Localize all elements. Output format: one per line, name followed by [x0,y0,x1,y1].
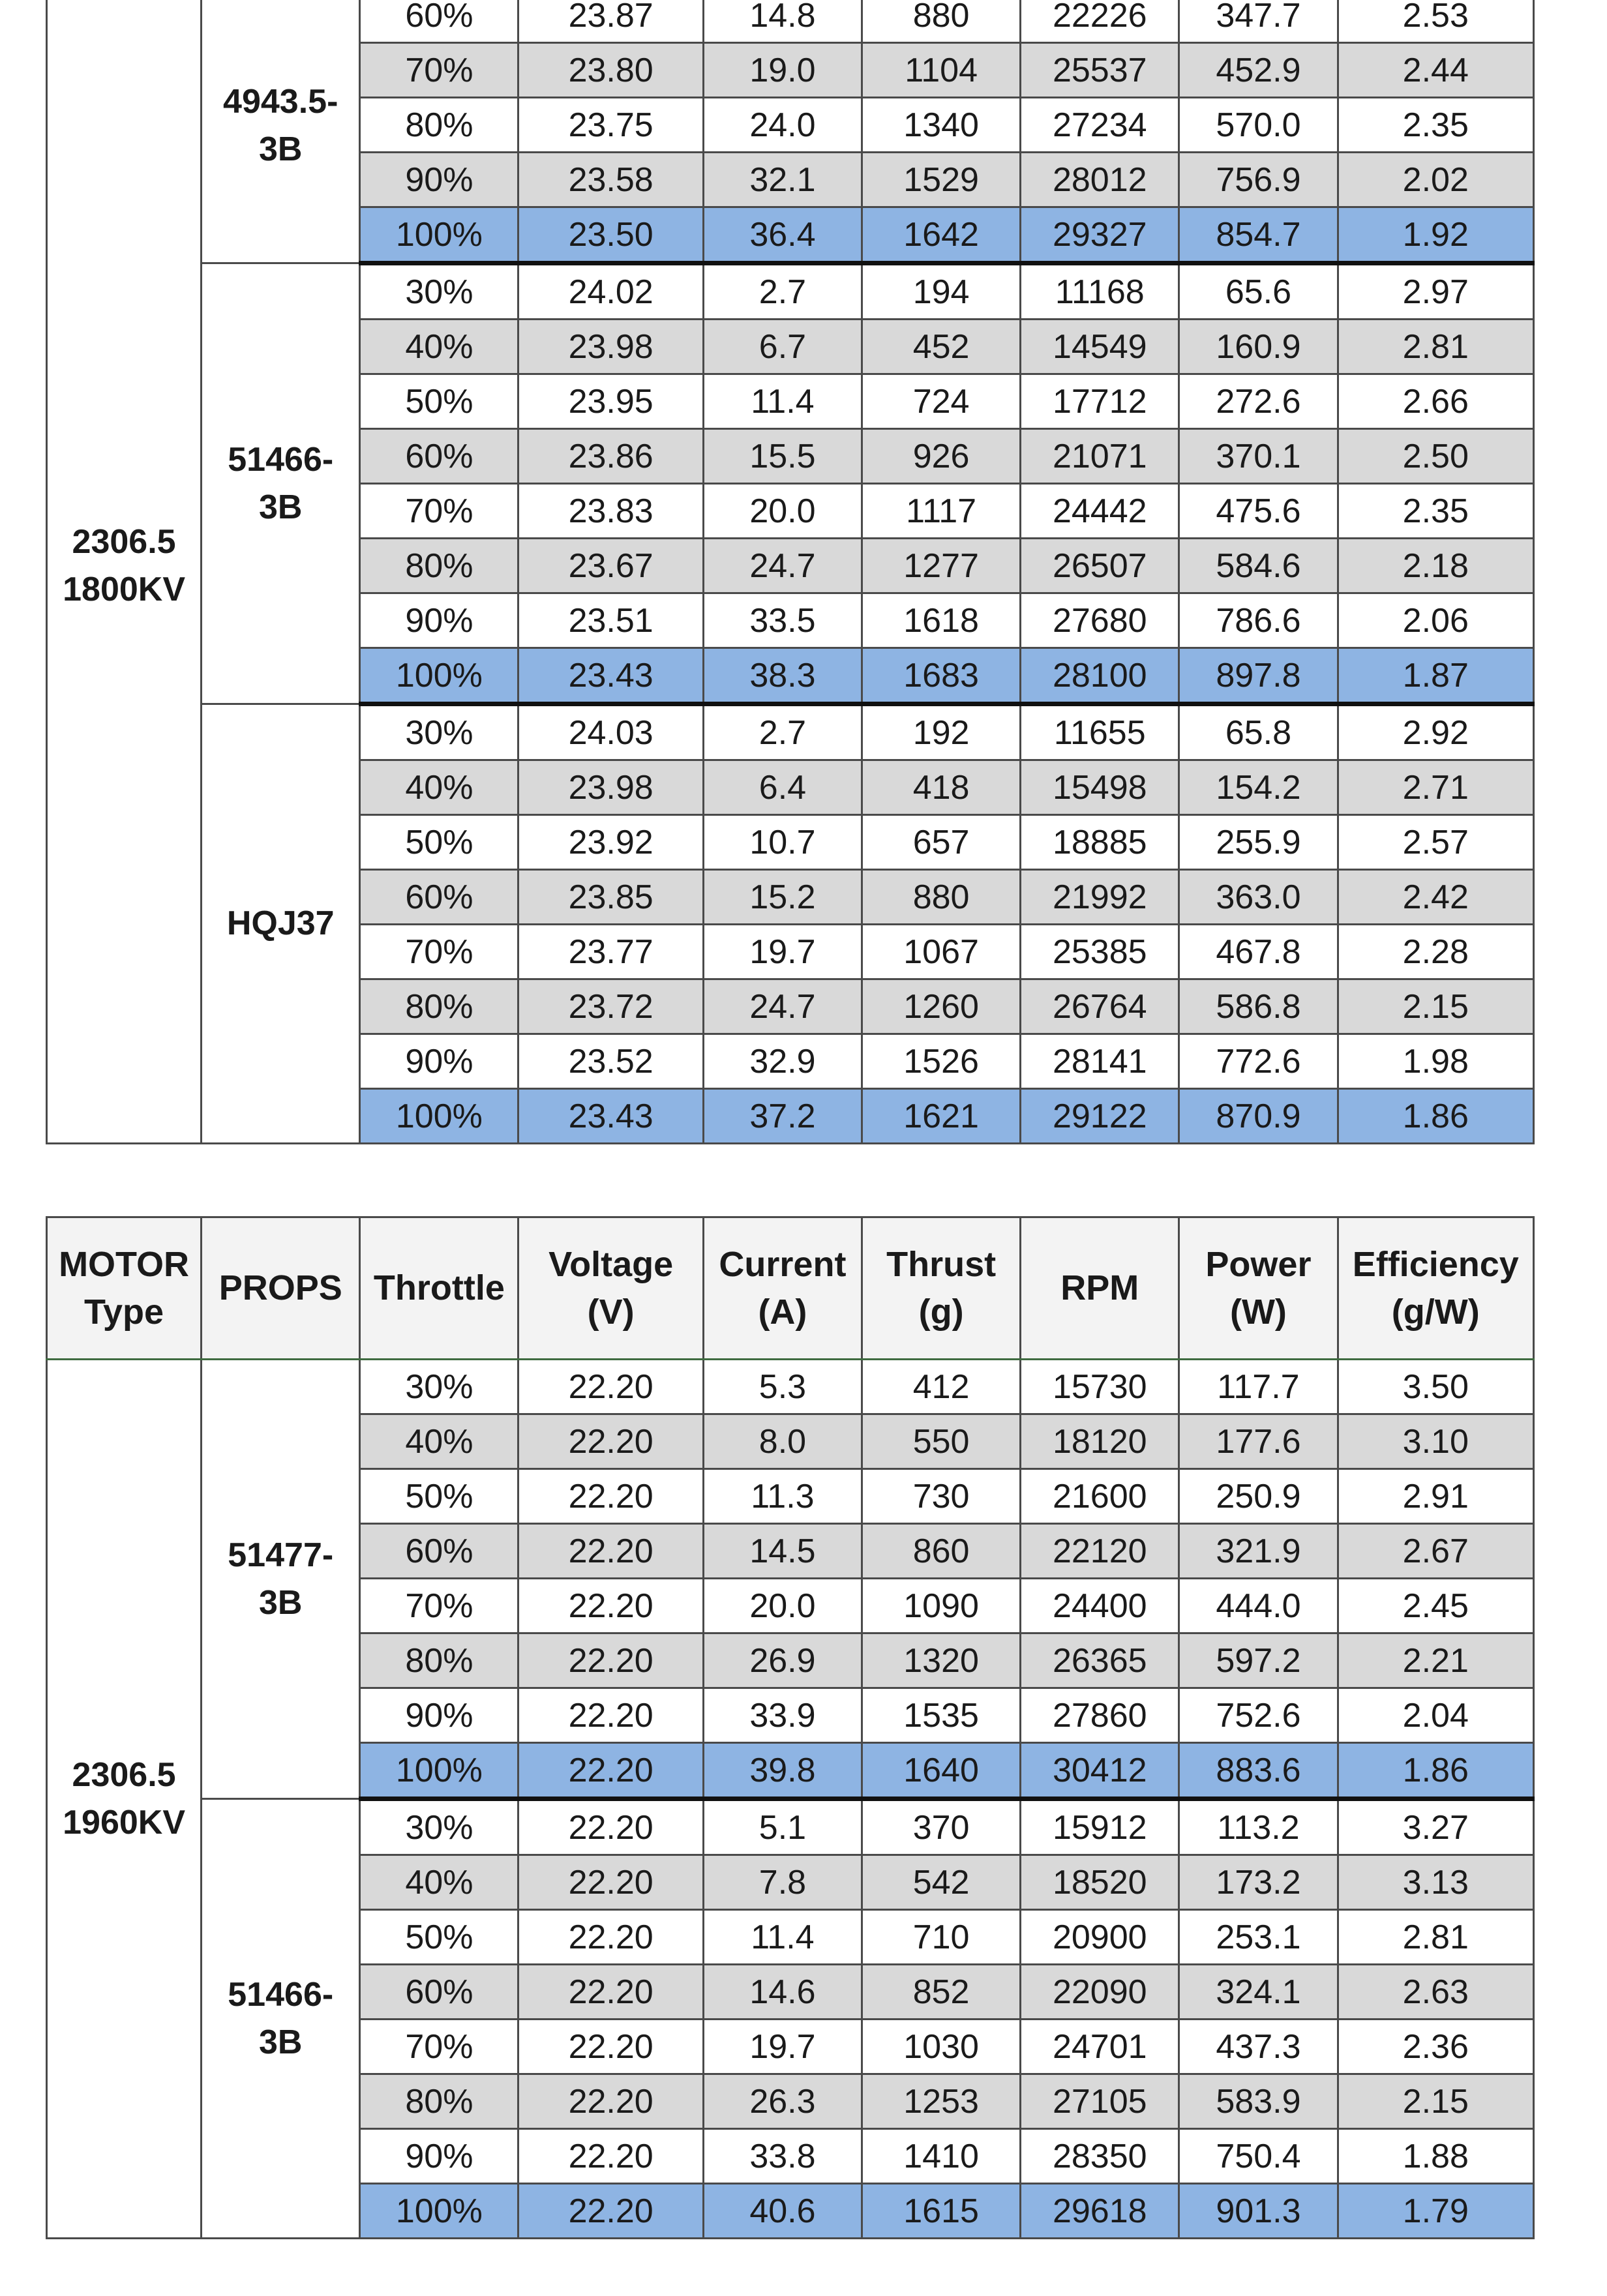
rpm-cell: 26507 [1021,539,1179,593]
power-cell: 756.9 [1179,153,1338,207]
efficiency-cell: 2.45 [1338,1579,1533,1633]
current-cell: 19.7 [703,925,862,979]
power-cell: 897.8 [1179,648,1338,704]
voltage-cell: 22.20 [518,1633,703,1688]
efficiency-cell: 2.42 [1338,870,1533,925]
thrust-cell: 1090 [862,1579,1021,1633]
power-cell: 570.0 [1179,98,1338,153]
throttle-cell: 80% [360,98,518,153]
throttle-cell: 70% [360,484,518,539]
rpm-cell: 27234 [1021,98,1179,153]
efficiency-cell: 2.81 [1338,1910,1533,1965]
current-cell: 10.7 [703,815,862,870]
current-cell: 32.9 [703,1034,862,1089]
thrust-cell: 1260 [862,979,1021,1034]
voltage-cell: 23.86 [518,429,703,484]
rpm-cell: 29327 [1021,207,1179,263]
power-cell: 437.3 [1179,2020,1338,2074]
voltage-cell: 23.75 [518,98,703,153]
current-cell: 40.6 [703,2184,862,2239]
rpm-cell: 26365 [1021,1633,1179,1688]
prop-cell: 51477- 3B [202,1360,360,1799]
header-motor-type: MOTOR Type [47,1217,202,1360]
rpm-cell: 17712 [1021,374,1179,429]
power-cell: 750.4 [1179,2129,1338,2184]
current-cell: 33.5 [703,593,862,648]
power-cell: 584.6 [1179,539,1338,593]
rpm-cell: 24442 [1021,484,1179,539]
throttle-cell: 80% [360,539,518,593]
thrust-cell: 1277 [862,539,1021,593]
voltage-cell: 23.98 [518,320,703,374]
efficiency-cell: 2.67 [1338,1524,1533,1579]
voltage-cell: 22.20 [518,2074,703,2129]
table-row [47,704,1534,760]
current-cell: 11.4 [703,374,862,429]
performance-table-1800kv [46,0,1535,1144]
power-cell: 444.0 [1179,1579,1338,1633]
efficiency-cell: 2.35 [1338,484,1533,539]
rpm-cell: 18520 [1021,1855,1179,1910]
rpm-cell: 21600 [1021,1469,1179,1524]
voltage-cell: 23.43 [518,648,703,704]
rpm-cell: 18120 [1021,1414,1179,1469]
throttle-cell: 60% [360,870,518,925]
power-cell: 467.8 [1179,925,1338,979]
thrust-cell: 1535 [862,1688,1021,1743]
header-current: Current (A) [703,1217,862,1360]
power-cell: 883.6 [1179,1743,1338,1799]
thrust-cell: 1117 [862,484,1021,539]
rpm-cell: 27860 [1021,1688,1179,1743]
rpm-cell: 30412 [1021,1743,1179,1799]
current-cell: 26.3 [703,2074,862,2129]
throttle-cell: 40% [360,320,518,374]
current-cell: 24.0 [703,98,862,153]
current-cell: 2.7 [703,704,862,760]
rpm-cell: 18885 [1021,815,1179,870]
current-cell: 36.4 [703,207,862,263]
prop-cell: 51466- 3B [202,1799,360,2239]
efficiency-cell: 3.13 [1338,1855,1533,1910]
power-cell: 583.9 [1179,2074,1338,2129]
current-cell: 5.3 [703,1360,862,1414]
rpm-cell: 28141 [1021,1034,1179,1089]
rpm-cell: 11655 [1021,704,1179,760]
current-cell: 33.8 [703,2129,862,2184]
throttle-cell: 90% [360,153,518,207]
power-cell: 113.2 [1179,1799,1338,1855]
efficiency-cell: 2.50 [1338,429,1533,484]
voltage-cell: 22.20 [518,1855,703,1910]
efficiency-cell: 1.98 [1338,1034,1533,1089]
current-cell: 14.5 [703,1524,862,1579]
voltage-cell: 22.20 [518,1579,703,1633]
throttle-cell: 100% [360,648,518,704]
rpm-cell: 27680 [1021,593,1179,648]
current-cell: 19.7 [703,2020,862,2074]
power-cell: 160.9 [1179,320,1338,374]
throttle-cell: 60% [360,1965,518,2020]
power-cell: 250.9 [1179,1469,1338,1524]
voltage-cell: 23.95 [518,374,703,429]
power-cell: 65.8 [1179,704,1338,760]
thrust-cell: 724 [862,374,1021,429]
thrust-cell: 860 [862,1524,1021,1579]
power-cell: 452.9 [1179,43,1338,98]
voltage-cell: 22.20 [518,1414,703,1469]
current-cell: 5.1 [703,1799,862,1855]
efficiency-cell: 2.44 [1338,43,1533,98]
efficiency-cell: 2.36 [1338,2020,1533,2074]
throttle-cell: 70% [360,43,518,98]
efficiency-cell: 2.21 [1338,1633,1533,1688]
power-cell: 253.1 [1179,1910,1338,1965]
efficiency-cell: 2.57 [1338,815,1533,870]
throttle-cell: 90% [360,1034,518,1089]
thrust-cell: 880 [862,870,1021,925]
throttle-cell: 40% [360,1414,518,1469]
efficiency-cell: 2.04 [1338,1688,1533,1743]
current-cell: 6.7 [703,320,862,374]
power-cell: 177.6 [1179,1414,1338,1469]
efficiency-cell: 3.10 [1338,1414,1533,1469]
power-cell: 586.8 [1179,979,1338,1034]
power-cell: 475.6 [1179,484,1338,539]
throttle-cell: 100% [360,1743,518,1799]
throttle-cell: 100% [360,2184,518,2239]
throttle-cell: 90% [360,1688,518,1743]
header-efficiency: Efficiency (g/W) [1338,1217,1533,1360]
current-cell: 32.1 [703,153,862,207]
rpm-cell: 15498 [1021,760,1179,815]
thrust-cell: 550 [862,1414,1021,1469]
throttle-cell: 80% [360,979,518,1034]
voltage-cell: 22.20 [518,1799,703,1855]
current-cell: 11.4 [703,1910,862,1965]
power-cell: 255.9 [1179,815,1338,870]
rpm-cell: 26764 [1021,979,1179,1034]
motor-type-cell: 2306.5 1800KV [47,0,202,1144]
voltage-cell: 23.72 [518,979,703,1034]
voltage-cell: 24.02 [518,263,703,320]
current-cell: 7.8 [703,1855,862,1910]
current-cell: 11.3 [703,1469,862,1524]
efficiency-cell: 2.15 [1338,2074,1533,2129]
thrust-cell: 1618 [862,593,1021,648]
throttle-cell: 30% [360,263,518,320]
throttle-cell: 80% [360,2074,518,2129]
table-row [47,0,1534,43]
rpm-cell: 15730 [1021,1360,1179,1414]
throttle-cell: 50% [360,1910,518,1965]
throttle-cell: 50% [360,1469,518,1524]
current-cell: 20.0 [703,484,862,539]
power-cell: 370.1 [1179,429,1338,484]
throttle-cell: 60% [360,0,518,43]
thrust-cell: 1410 [862,2129,1021,2184]
voltage-cell: 22.20 [518,1688,703,1743]
thrust-cell: 1615 [862,2184,1021,2239]
power-cell: 347.7 [1179,0,1338,43]
efficiency-cell: 2.81 [1338,320,1533,374]
throttle-cell: 70% [360,2020,518,2074]
power-cell: 272.6 [1179,374,1338,429]
current-cell: 15.5 [703,429,862,484]
power-cell: 173.2 [1179,1855,1338,1910]
power-cell: 321.9 [1179,1524,1338,1579]
prop-cell: HQJ37 [202,704,360,1144]
rpm-cell: 21071 [1021,429,1179,484]
voltage-cell: 23.92 [518,815,703,870]
voltage-cell: 22.20 [518,1360,703,1414]
current-cell: 26.9 [703,1633,862,1688]
thrust-cell: 1683 [862,648,1021,704]
thrust-cell: 926 [862,429,1021,484]
voltage-cell: 22.20 [518,1965,703,2020]
rpm-cell: 27105 [1021,2074,1179,2129]
throttle-cell: 60% [360,1524,518,1579]
rpm-cell: 28012 [1021,153,1179,207]
table-row [47,1799,1534,1855]
power-cell: 772.6 [1179,1034,1338,1089]
current-cell: 19.0 [703,43,862,98]
rpm-cell: 24400 [1021,1579,1179,1633]
thrust-cell: 418 [862,760,1021,815]
current-cell: 14.6 [703,1965,862,2020]
efficiency-cell: 1.86 [1338,1089,1533,1144]
current-cell: 15.2 [703,870,862,925]
rpm-cell: 22090 [1021,1965,1179,2020]
power-cell: 117.7 [1179,1360,1338,1414]
power-cell: 854.7 [1179,207,1338,263]
throttle-cell: 30% [360,1799,518,1855]
rpm-cell: 22120 [1021,1524,1179,1579]
efficiency-cell: 2.02 [1338,153,1533,207]
header-row [47,1217,1534,1360]
efficiency-cell: 2.18 [1338,539,1533,593]
efficiency-cell: 2.97 [1338,263,1533,320]
performance-table-1960kv [46,1216,1535,2239]
current-cell: 33.9 [703,1688,862,1743]
header-props: PROPS [202,1217,360,1360]
header-rpm: RPM [1021,1217,1179,1360]
efficiency-cell: 1.87 [1338,648,1533,704]
power-cell: 870.9 [1179,1089,1338,1144]
efficiency-cell: 2.66 [1338,374,1533,429]
throttle-cell: 40% [360,1855,518,1910]
rpm-cell: 11168 [1021,263,1179,320]
voltage-cell: 23.83 [518,484,703,539]
efficiency-cell: 2.35 [1338,98,1533,153]
thrust-cell: 730 [862,1469,1021,1524]
current-cell: 24.7 [703,539,862,593]
throttle-cell: 70% [360,925,518,979]
header-thrust: Thrust (g) [862,1217,1021,1360]
rpm-cell: 15912 [1021,1799,1179,1855]
thrust-cell: 1526 [862,1034,1021,1089]
rpm-cell: 28100 [1021,648,1179,704]
thrust-cell: 1253 [862,2074,1021,2129]
rpm-cell: 24701 [1021,2020,1179,2074]
voltage-cell: 22.20 [518,1910,703,1965]
header-power: Power (W) [1179,1217,1338,1360]
voltage-cell: 23.85 [518,870,703,925]
efficiency-cell: 2.15 [1338,979,1533,1034]
table-row [47,1360,1534,1414]
efficiency-cell: 1.88 [1338,2129,1533,2184]
throttle-cell: 70% [360,1579,518,1633]
rpm-cell: 20900 [1021,1910,1179,1965]
thrust-cell: 852 [862,1965,1021,2020]
prop-cell: 51466- 3B [202,263,360,704]
thrust-cell: 412 [862,1360,1021,1414]
current-cell: 2.7 [703,263,862,320]
power-cell: 65.6 [1179,263,1338,320]
voltage-cell: 23.52 [518,1034,703,1089]
thrust-cell: 1621 [862,1089,1021,1144]
current-cell: 14.8 [703,0,862,43]
voltage-cell: 24.03 [518,704,703,760]
voltage-cell: 23.43 [518,1089,703,1144]
rpm-cell: 25385 [1021,925,1179,979]
throttle-cell: 80% [360,1633,518,1688]
power-cell: 786.6 [1179,593,1338,648]
thrust-cell: 710 [862,1910,1021,1965]
motor-type-cell: 2306.5 1960KV [47,1360,202,2239]
efficiency-cell: 2.91 [1338,1469,1533,1524]
voltage-cell: 23.98 [518,760,703,815]
efficiency-cell: 1.92 [1338,207,1533,263]
thrust-cell: 370 [862,1799,1021,1855]
thrust-cell: 1640 [862,1743,1021,1799]
header-throttle: Throttle [360,1217,518,1360]
power-cell: 752.6 [1179,1688,1338,1743]
table-row [47,263,1534,320]
rpm-cell: 29122 [1021,1089,1179,1144]
current-cell: 6.4 [703,760,862,815]
voltage-cell: 22.20 [518,1743,703,1799]
voltage-cell: 22.20 [518,2184,703,2239]
throttle-cell: 100% [360,207,518,263]
voltage-cell: 22.20 [518,2020,703,2074]
rpm-cell: 28350 [1021,2129,1179,2184]
throttle-cell: 30% [360,1360,518,1414]
thrust-cell: 1067 [862,925,1021,979]
efficiency-cell: 2.28 [1338,925,1533,979]
thrust-cell: 880 [862,0,1021,43]
efficiency-cell: 1.79 [1338,2184,1533,2239]
voltage-cell: 23.50 [518,207,703,263]
power-cell: 154.2 [1179,760,1338,815]
efficiency-cell: 2.63 [1338,1965,1533,2020]
efficiency-cell: 2.71 [1338,760,1533,815]
current-cell: 38.3 [703,648,862,704]
rpm-cell: 22226 [1021,0,1179,43]
current-cell: 8.0 [703,1414,862,1469]
header-voltage: Voltage (V) [518,1217,703,1360]
voltage-cell: 22.20 [518,2129,703,2184]
power-cell: 363.0 [1179,870,1338,925]
thrust-cell: 657 [862,815,1021,870]
voltage-cell: 23.77 [518,925,703,979]
thrust-cell: 192 [862,704,1021,760]
throttle-cell: 40% [360,760,518,815]
rpm-cell: 14549 [1021,320,1179,374]
rpm-cell: 25537 [1021,43,1179,98]
voltage-cell: 23.58 [518,153,703,207]
efficiency-cell: 1.86 [1338,1743,1533,1799]
voltage-cell: 23.80 [518,43,703,98]
voltage-cell: 22.20 [518,1469,703,1524]
throttle-cell: 60% [360,429,518,484]
voltage-cell: 23.51 [518,593,703,648]
throttle-cell: 50% [360,815,518,870]
prop-cell: 4943.5- 3B [202,0,360,263]
thrust-cell: 452 [862,320,1021,374]
rpm-cell: 21992 [1021,870,1179,925]
thrust-cell: 1030 [862,2020,1021,2074]
thrust-cell: 1529 [862,153,1021,207]
thrust-cell: 194 [862,263,1021,320]
throttle-cell: 90% [360,593,518,648]
power-cell: 901.3 [1179,2184,1338,2239]
current-cell: 39.8 [703,1743,862,1799]
current-cell: 37.2 [703,1089,862,1144]
thrust-cell: 1340 [862,98,1021,153]
efficiency-cell: 2.53 [1338,0,1533,43]
table-body [47,0,1534,1144]
efficiency-cell: 2.92 [1338,704,1533,760]
efficiency-cell: 3.27 [1338,1799,1533,1855]
voltage-cell: 23.87 [518,0,703,43]
throttle-cell: 30% [360,704,518,760]
power-cell: 324.1 [1179,1965,1338,2020]
thrust-cell: 1320 [862,1633,1021,1688]
throttle-cell: 50% [360,374,518,429]
throttle-cell: 100% [360,1089,518,1144]
rpm-cell: 29618 [1021,2184,1179,2239]
thrust-cell: 542 [862,1855,1021,1910]
table-body [47,1360,1534,2239]
efficiency-cell: 3.50 [1338,1360,1533,1414]
power-cell: 597.2 [1179,1633,1338,1688]
current-cell: 20.0 [703,1579,862,1633]
voltage-cell: 22.20 [518,1524,703,1579]
thrust-cell: 1104 [862,43,1021,98]
voltage-cell: 23.67 [518,539,703,593]
efficiency-cell: 2.06 [1338,593,1533,648]
throttle-cell: 90% [360,2129,518,2184]
thrust-cell: 1642 [862,207,1021,263]
current-cell: 24.7 [703,979,862,1034]
